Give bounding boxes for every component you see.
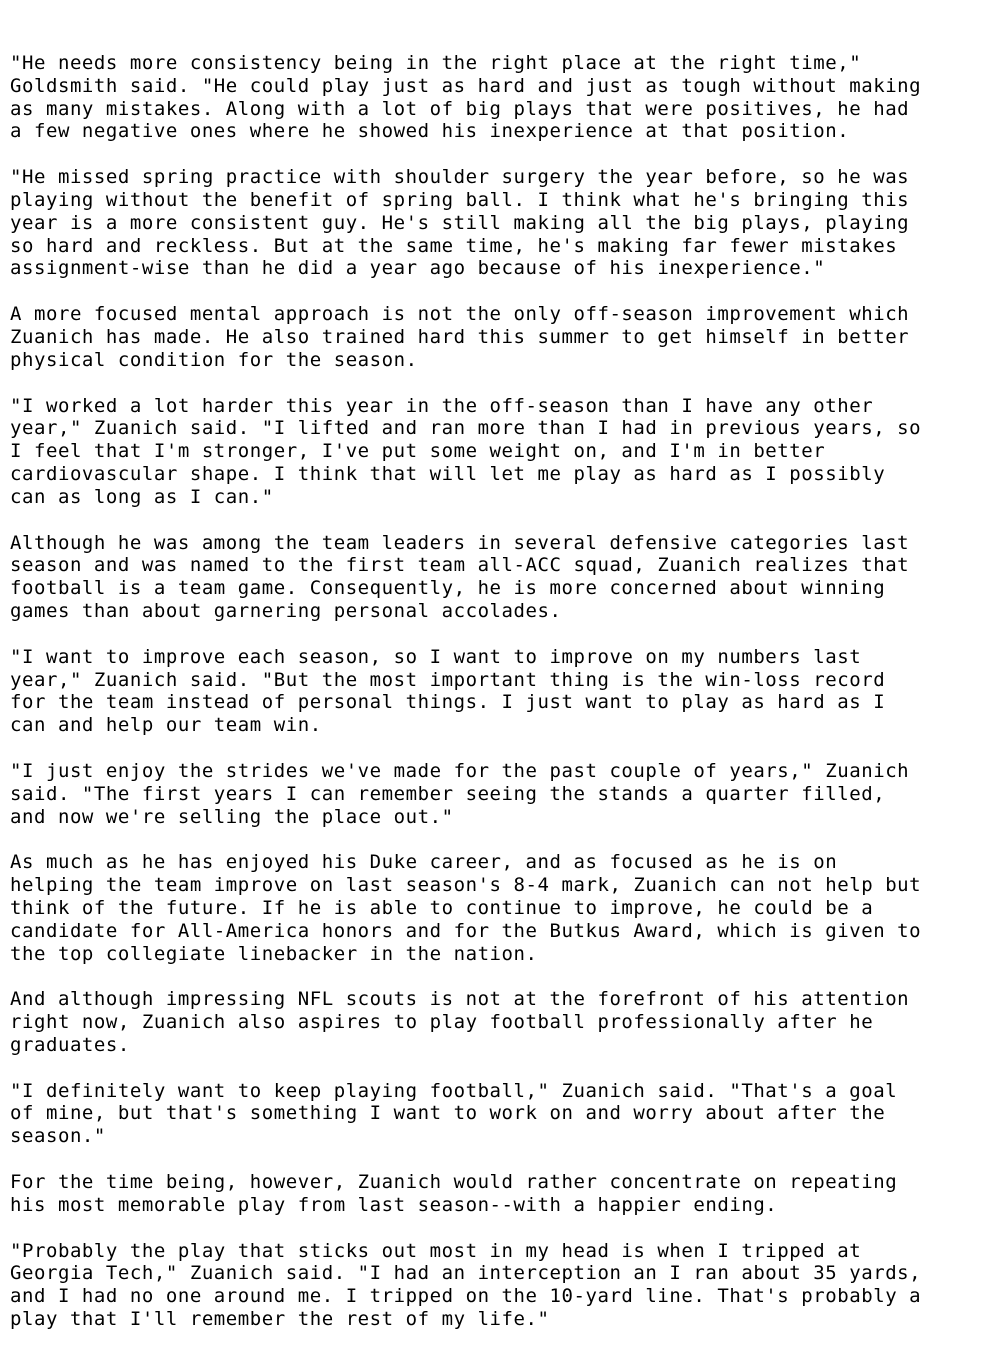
document-page [10, 52, 985, 1354]
text-line: Although he was among the team leaders in several defensive categories last [10, 531, 910, 554]
text-line: "He needs more consistency being in the right place at the right time," [10, 52, 862, 74]
text-line: A more focused mental approach is not the only off-season improvement which [10, 303, 910, 326]
paragraph-4 [10, 395, 985, 509]
text-line: as many mistakes. Along with a lot of big plays that were positives, he had [10, 97, 910, 120]
text-line: football is a team game. Consequently, he is more concerned about winning [10, 577, 886, 600]
text-line: for the team instead of personal things. I just want to play as hard as I [10, 691, 886, 714]
text-line: "I want to improve each season, so I want to improve on my numbers last [10, 645, 862, 668]
text-line: play that I'll remember the rest of my life." [10, 1308, 550, 1331]
text-line: Georgia Tech," Zuanich said. "I had an interception an I ran about 35 yards, [10, 1262, 922, 1285]
text-line: and now we're selling the place out." [10, 805, 454, 828]
text-line: season and was named to the first team all-ACC squad, Zuanich realizes that [10, 554, 910, 577]
paragraph-1 [10, 52, 985, 143]
paragraph-11 [10, 1171, 985, 1217]
text-line: year is a more consistent guy. He's still making all the big plays, playing [10, 211, 910, 234]
text-line: Goldsmith said. "He could play just as hard and just as tough without making [10, 74, 922, 97]
text-line: For the time being, however, Zuanich would rather concentrate on repeating [10, 1171, 898, 1194]
text-line: his most memorable play from last season--with a happier ending. [10, 1193, 778, 1216]
text-line: As much as he has enjoyed his Duke career, and as focused as he is on [10, 851, 838, 874]
text-line: right now, Zuanich also aspires to play football professionally after he [10, 1011, 874, 1034]
text-line: assignment-wise than he did a year ago because of his inexperience." [10, 257, 826, 280]
text-line: "I worked a lot harder this year in the off-season than I have any other [10, 394, 874, 417]
text-line: candidate for All-America honors and for the Butkus Award, which is given to [10, 919, 922, 942]
text-line: and I had no one around me. I tripped on the 10-yard line. That's probably a [10, 1285, 922, 1308]
paragraph-8 [10, 851, 985, 965]
text-line: can and help our team win. [10, 714, 322, 737]
paragraph-10 [10, 1080, 985, 1148]
text-line: I feel that I'm stronger, I've put some weight on, and I'm in better [10, 440, 826, 463]
paragraph-2 [10, 166, 985, 280]
paragraph-12 [10, 1240, 985, 1331]
text-line: said. "The first years I can remember seeing the stands a quarter filled, [10, 782, 886, 805]
text-line: playing without the benefit of spring ball. I think what he's bringing this [10, 188, 910, 211]
text-line: a few negative ones where he showed his inexperience at that position. [10, 120, 850, 143]
text-line: games than about garnering personal accolades. [10, 599, 562, 622]
text-line: "Probably the play that sticks out most in my head is when I tripped at [10, 1239, 862, 1262]
paragraph-5 [10, 532, 985, 623]
text-line: year," Zuanich said. "But the most important thing is the win-loss record [10, 668, 886, 691]
text-line: Zuanich has made. He also trained hard this summer to get himself in better [10, 325, 910, 348]
paragraph-9 [10, 988, 985, 1056]
text-line: graduates. [10, 1033, 130, 1056]
text-line: And although impressing NFL scouts is not at the forefront of his attention [10, 988, 910, 1011]
text-line: "I just enjoy the strides we've made for the past couple of years," Zuanich [10, 759, 910, 782]
paragraph-7 [10, 760, 985, 828]
paragraph-3 [10, 303, 985, 371]
text-line: cardiovascular shape. I think that will let me play as hard as I possibly [10, 462, 886, 485]
text-line: year," Zuanich said. "I lifted and ran more than I had in previous years, so [10, 417, 922, 440]
text-line: "He missed spring practice with shoulder surgery the year before, so he was [10, 166, 910, 189]
text-line: helping the team improve on last season's 8-4 mark, Zuanich can not help but [10, 874, 922, 897]
text-line: so hard and reckless. But at the same time, he's making far fewer mistakes [10, 234, 898, 257]
text-line: "I definitely want to keep playing football," Zuanich said. "That's a goal [10, 1079, 898, 1102]
paragraph-6 [10, 646, 985, 737]
text-line: the top collegiate linebacker in the nation. [10, 942, 538, 965]
text-line: can as long as I can." [10, 485, 274, 508]
text-line: think of the future. If he is able to continue to improve, he could be a [10, 896, 874, 919]
text-line: season." [10, 1125, 106, 1148]
text-line: of mine, but that's something I want to work on and worry about after the [10, 1102, 886, 1125]
text-line: physical condition for the season. [10, 348, 418, 371]
